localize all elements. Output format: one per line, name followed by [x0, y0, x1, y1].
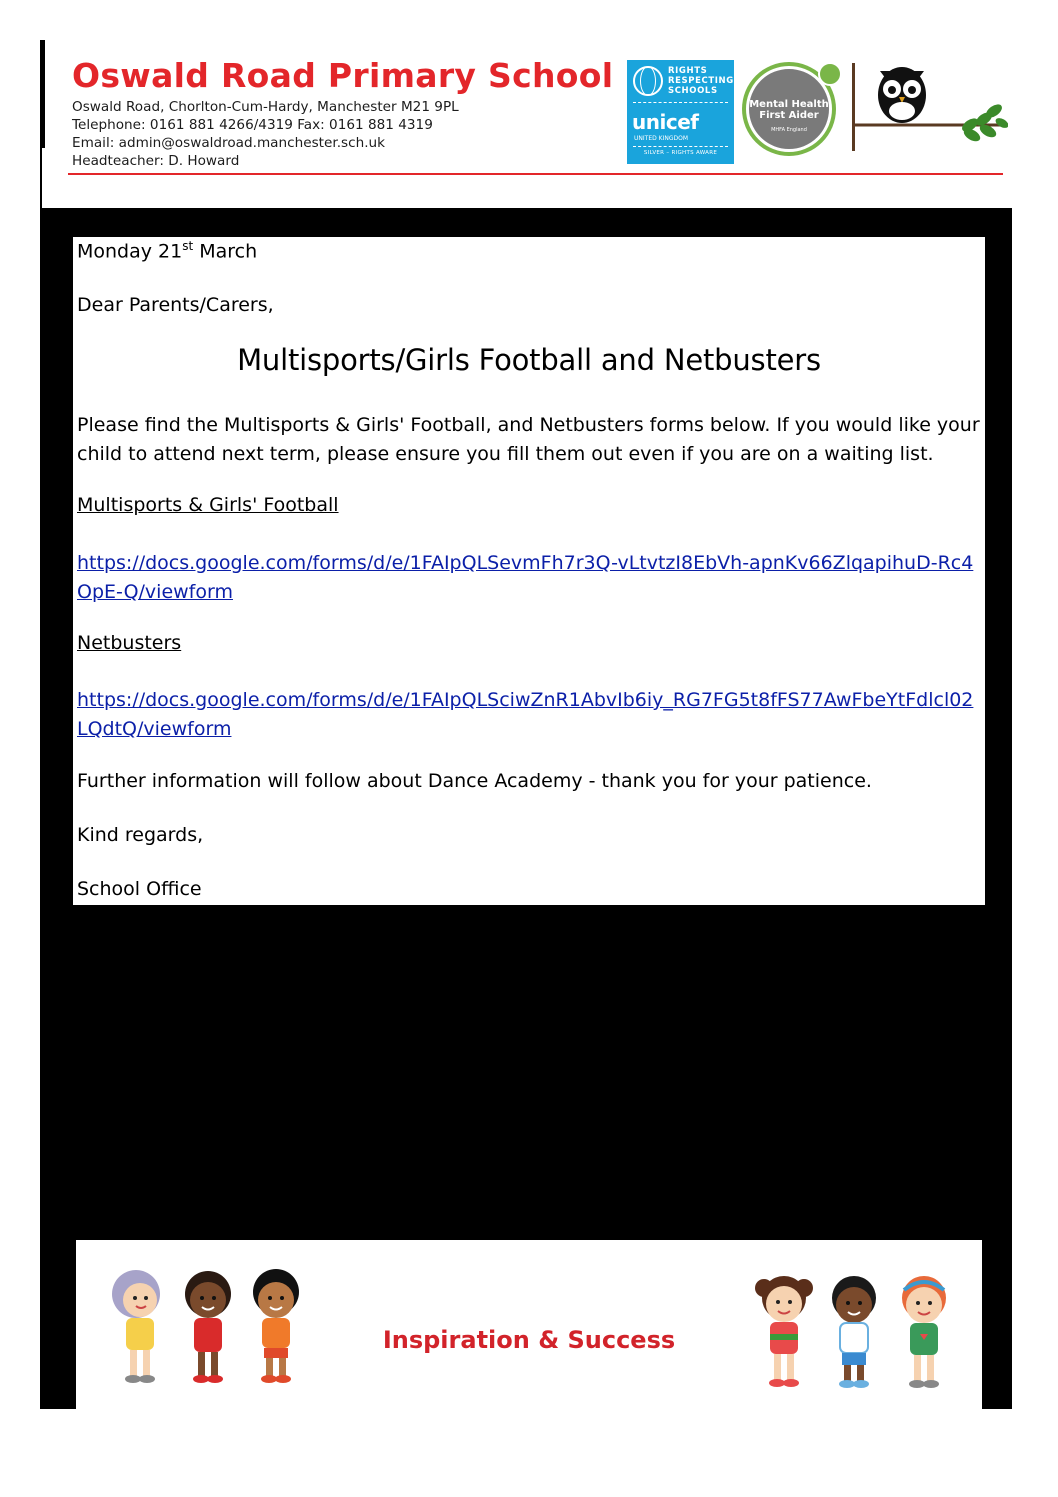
sign-off: Kind regards,	[77, 824, 204, 846]
rrs-award-level: SILVER – RIGHTS AWARE	[643, 150, 718, 156]
signature: School Office	[77, 878, 202, 900]
owl-on-branch-icon	[852, 63, 1008, 153]
letter-heading: Multisports/Girls Football and Netbusters	[237, 343, 821, 377]
school-contact-block	[72, 98, 459, 170]
netbusters-label: Netbusters	[77, 632, 182, 654]
mhfa-subtitle: MHFA England	[771, 127, 807, 133]
rrs-title: RIGHTS RESPECTING SCHOOLS	[668, 66, 734, 96]
rights-respecting-schools-logo	[627, 60, 734, 164]
unicef-country: UNITED KINGDOM	[634, 135, 688, 142]
school-address: Oswald Road, Chorlton-Cum-Hardy, Manchester M21 9PL	[72, 99, 459, 115]
school-name: Oswald Road Primary School	[72, 56, 614, 95]
unicef-wordmark: unicef	[632, 110, 699, 134]
multisports-form-link[interactable]: https://docs.google.com/forms/d/e/1FAIpQLSevmFh7r3Q-vLtvtzI8EbVh-apnKv66ZlqapihuD-Rc4OpE-Q/viewform	[77, 552, 974, 603]
school-motto: Inspiration & Success	[382, 1326, 676, 1354]
three-children-illustration-icon	[744, 1268, 964, 1396]
school-headteacher: Headteacher: D. Howard	[72, 153, 240, 169]
letter-paragraph: Please find the Multisports & Girls' Football, and Netbusters forms below. If you would like your child to attend next term, please ensure you fill them out even if you are on a waiting list.	[77, 414, 980, 465]
header-left-thin-line	[40, 148, 42, 208]
multisports-label: Multisports & Girls' Football	[77, 494, 339, 516]
school-telephone: Telephone: 0161 881 4266/4319 Fax: 0161 881 4319	[72, 117, 433, 133]
letter-body	[73, 237, 985, 905]
further-information: Further information will follow about Dance Academy - thank you for your patience.	[77, 770, 872, 792]
header-left-bar	[40, 40, 45, 148]
netbusters-form-link[interactable]: https://docs.google.com/forms/d/e/1FAIpQLSciwZnR1AbvIb6iy_RG7FG5t8fFS77AwFbeYtFdlcl02LQdtQ/viewform	[77, 689, 974, 740]
letter-date: Monday 21st March	[77, 239, 258, 263]
footer-banner	[76, 1240, 982, 1409]
school-email: Email: admin@oswaldroad.manchester.sch.uk	[72, 135, 386, 151]
mhfa-badge-dot	[818, 62, 842, 86]
globe-icon	[633, 66, 663, 96]
letter-greeting: Dear Parents/Carers,	[77, 294, 274, 316]
mhfa-title: Mental Health First Aider	[749, 99, 829, 121]
header-divider	[68, 173, 1003, 175]
